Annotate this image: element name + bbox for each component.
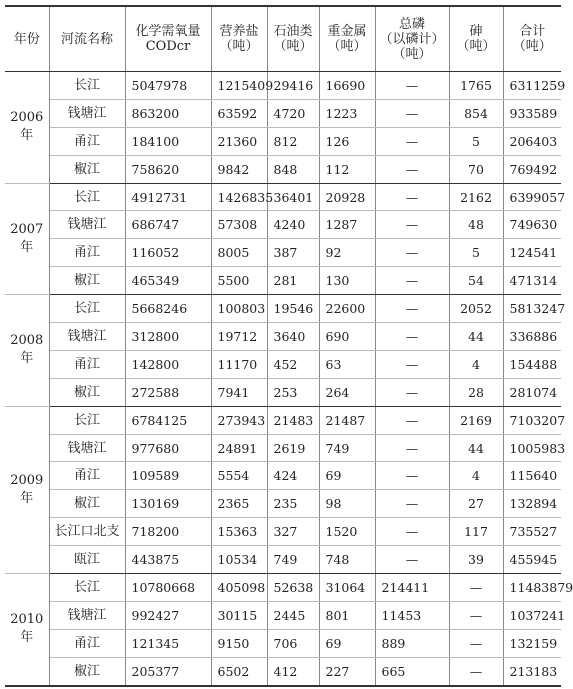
oil-cell: 387: [267, 239, 319, 267]
river-name-cell: 甬江: [49, 239, 125, 267]
year-cell: 2007 年: [5, 183, 49, 295]
phos-cell: —: [375, 462, 449, 490]
nutrient-cell: 19712: [211, 323, 267, 351]
table-row: [5, 601, 561, 629]
oil-cell: 706: [267, 629, 319, 657]
nutrient-cell: 63592: [211, 99, 267, 127]
river-name-cell: 椒江: [49, 267, 125, 295]
total-cell: 336886: [503, 323, 561, 351]
nutrient-cell: 15363: [211, 518, 267, 546]
total-cell: 769492: [503, 155, 561, 183]
oil-cell: 21483: [267, 406, 319, 434]
total-cell: 281074: [503, 378, 561, 406]
table-row: [5, 434, 561, 462]
cod-cell: 10780668: [125, 574, 211, 602]
metal-cell: 21487: [319, 406, 375, 434]
total-cell: 154488: [503, 350, 561, 378]
year-cell: 2010 年: [5, 574, 49, 686]
cod-cell: 116052: [125, 239, 211, 267]
arsenic-cell: 4: [449, 462, 503, 490]
arsenic-cell: 48: [449, 211, 503, 239]
nutrient-cell: 273943: [211, 406, 267, 434]
year-cell: 2008 年: [5, 295, 49, 407]
nutrient-cell: 405098: [211, 574, 267, 602]
nutrient-cell: 57308: [211, 211, 267, 239]
nutrient-cell: 6502: [211, 657, 267, 685]
phos-cell: —: [375, 267, 449, 295]
nutrient-cell: 2365: [211, 490, 267, 518]
total-cell: 124541: [503, 239, 561, 267]
nutrient-cell: 1215409: [211, 72, 267, 100]
arsenic-cell: 2162: [449, 183, 503, 211]
cod-cell: 5047978: [125, 72, 211, 100]
nutrient-cell: 5500: [211, 267, 267, 295]
nutrient-cell: 10534: [211, 546, 267, 574]
table-row: [5, 350, 561, 378]
metal-cell: 801: [319, 601, 375, 629]
pollutant-discharge-table: [5, 5, 573, 687]
river-name-cell: 钱塘江: [49, 434, 125, 462]
phos-cell: —: [375, 434, 449, 462]
river-name-cell: 甬江: [49, 462, 125, 490]
metal-cell: 22600: [319, 295, 375, 323]
cod-cell: 686747: [125, 211, 211, 239]
arsenic-cell: —: [449, 657, 503, 685]
phos-cell: —: [375, 295, 449, 323]
oil-cell: 281: [267, 267, 319, 295]
table-row: [5, 267, 561, 295]
cod-cell: 5668246: [125, 295, 211, 323]
phos-cell: —: [375, 72, 449, 100]
cod-cell: 4912731: [125, 183, 211, 211]
river-name-cell: 钱塘江: [49, 601, 125, 629]
nutrient-cell: 30115: [211, 601, 267, 629]
cod-cell: 109589: [125, 462, 211, 490]
metal-cell: 264: [319, 378, 375, 406]
phos-cell: —: [375, 99, 449, 127]
phos-cell: 665: [375, 657, 449, 685]
metal-cell: 20928: [319, 183, 375, 211]
oil-cell: 4240: [267, 211, 319, 239]
river-name-cell: 长江: [49, 406, 125, 434]
nutrient-cell: 24891: [211, 434, 267, 462]
river-name-cell: 椒江: [49, 490, 125, 518]
oil-cell: 19546: [267, 295, 319, 323]
nutrient-cell: 8005: [211, 239, 267, 267]
metal-cell: 31064: [319, 574, 375, 602]
table-row: [5, 574, 561, 602]
phos-cell: 11453: [375, 601, 449, 629]
year-cell: 2009 年: [5, 406, 49, 573]
header-metal: 重金属 （吨）: [319, 6, 375, 72]
cod-cell: 272588: [125, 378, 211, 406]
cod-cell: 184100: [125, 127, 211, 155]
metal-cell: 1287: [319, 211, 375, 239]
header-arsenic: 砷 （吨）: [449, 6, 503, 72]
total-cell: 206403: [503, 127, 561, 155]
phos-cell: —: [375, 239, 449, 267]
table-row: [5, 155, 561, 183]
oil-cell: 452: [267, 350, 319, 378]
cod-cell: 121345: [125, 629, 211, 657]
arsenic-cell: 44: [449, 434, 503, 462]
arsenic-cell: 54: [449, 267, 503, 295]
river-name-cell: 椒江: [49, 155, 125, 183]
phos-cell: —: [375, 546, 449, 574]
metal-cell: 112: [319, 155, 375, 183]
arsenic-cell: 5: [449, 127, 503, 155]
header-cod: 化学需氧量 CODcr: [125, 6, 211, 72]
cod-cell: 130169: [125, 490, 211, 518]
table-row: [5, 546, 561, 574]
nutrient-cell: 11170: [211, 350, 267, 378]
phos-cell: —: [375, 127, 449, 155]
river-name-cell: 钱塘江: [49, 323, 125, 351]
arsenic-cell: 117: [449, 518, 503, 546]
table-row: [5, 518, 561, 546]
phos-cell: 214411: [375, 574, 449, 602]
metal-cell: 227: [319, 657, 375, 685]
nutrient-cell: 9150: [211, 629, 267, 657]
table-row: [5, 657, 561, 685]
table-row: [5, 490, 561, 518]
total-cell: 455945: [503, 546, 561, 574]
header-row: [5, 6, 561, 72]
table-row: [5, 99, 561, 127]
oil-cell: 3640: [267, 323, 319, 351]
arsenic-cell: 2052: [449, 295, 503, 323]
arsenic-cell: 70: [449, 155, 503, 183]
arsenic-cell: 44: [449, 323, 503, 351]
nutrient-cell: 1426835: [211, 183, 267, 211]
total-cell: 5813247: [503, 295, 561, 323]
table-row: [5, 72, 561, 100]
oil-cell: 36401: [267, 183, 319, 211]
total-cell: 11483879: [503, 574, 561, 602]
arsenic-cell: 854: [449, 99, 503, 127]
cod-cell: 465349: [125, 267, 211, 295]
phos-cell: —: [375, 183, 449, 211]
cod-cell: 863200: [125, 99, 211, 127]
river-name-cell: 长江: [49, 183, 125, 211]
nutrient-cell: 21360: [211, 127, 267, 155]
cod-cell: 718200: [125, 518, 211, 546]
oil-cell: 2445: [267, 601, 319, 629]
total-cell: 749630: [503, 211, 561, 239]
table-row: [5, 462, 561, 490]
metal-cell: 92: [319, 239, 375, 267]
nutrient-cell: 100803: [211, 295, 267, 323]
river-name-cell: 椒江: [49, 657, 125, 685]
header-nutrient: 营养盐 （吨）: [211, 6, 267, 72]
oil-cell: 2619: [267, 434, 319, 462]
total-cell: 471314: [503, 267, 561, 295]
total-cell: 132894: [503, 490, 561, 518]
oil-cell: 812: [267, 127, 319, 155]
arsenic-cell: —: [449, 574, 503, 602]
metal-cell: 69: [319, 629, 375, 657]
arsenic-cell: 1765: [449, 72, 503, 100]
oil-cell: 4720: [267, 99, 319, 127]
metal-cell: 749: [319, 434, 375, 462]
table-row: [5, 239, 561, 267]
phos-cell: —: [375, 350, 449, 378]
arsenic-cell: 2169: [449, 406, 503, 434]
river-name-cell: 椒江: [49, 378, 125, 406]
river-name-cell: 钱塘江: [49, 99, 125, 127]
metal-cell: 16690: [319, 72, 375, 100]
river-name-cell: 甬江: [49, 127, 125, 155]
oil-cell: 412: [267, 657, 319, 685]
phos-cell: —: [375, 378, 449, 406]
phos-cell: 889: [375, 629, 449, 657]
metal-cell: 63: [319, 350, 375, 378]
river-name-cell: 长江: [49, 574, 125, 602]
total-cell: 735527: [503, 518, 561, 546]
nutrient-cell: 5554: [211, 462, 267, 490]
metal-cell: 69: [319, 462, 375, 490]
header-phosphorus: 总磷 （以磷计） （吨）: [375, 6, 449, 72]
oil-cell: 848: [267, 155, 319, 183]
arsenic-cell: 28: [449, 378, 503, 406]
river-name-cell: 钱塘江: [49, 211, 125, 239]
arsenic-cell: 5: [449, 239, 503, 267]
nutrient-cell: 9842: [211, 155, 267, 183]
phos-cell: —: [375, 211, 449, 239]
table-row: [5, 295, 561, 323]
river-name-cell: 瓯江: [49, 546, 125, 574]
arsenic-cell: —: [449, 629, 503, 657]
river-name-cell: 甬江: [49, 350, 125, 378]
oil-cell: 327: [267, 518, 319, 546]
metal-cell: 126: [319, 127, 375, 155]
phos-cell: —: [375, 490, 449, 518]
phos-cell: —: [375, 406, 449, 434]
table-row: [5, 378, 561, 406]
cod-cell: 977680: [125, 434, 211, 462]
arsenic-cell: 39: [449, 546, 503, 574]
river-name-cell: 长江: [49, 72, 125, 100]
total-cell: 6311259: [503, 72, 561, 100]
header-total: 合计 （吨）: [503, 6, 561, 72]
metal-cell: 690: [319, 323, 375, 351]
arsenic-cell: 4: [449, 350, 503, 378]
phos-cell: —: [375, 518, 449, 546]
header-oil: 石油类 （吨）: [267, 6, 319, 72]
river-name-cell: 长江: [49, 295, 125, 323]
oil-cell: 749: [267, 546, 319, 574]
oil-cell: 424: [267, 462, 319, 490]
oil-cell: 235: [267, 490, 319, 518]
table-row: [5, 211, 561, 239]
header-year: 年份: [5, 6, 49, 72]
phos-cell: —: [375, 155, 449, 183]
metal-cell: 1223: [319, 99, 375, 127]
table-row: [5, 629, 561, 657]
oil-cell: 29416: [267, 72, 319, 100]
cod-cell: 312800: [125, 323, 211, 351]
pollutant-table-container: [5, 5, 573, 687]
cod-cell: 443875: [125, 546, 211, 574]
oil-cell: 253: [267, 378, 319, 406]
arsenic-cell: 27: [449, 490, 503, 518]
year-cell: 2006 年: [5, 72, 49, 184]
total-cell: 1005983: [503, 434, 561, 462]
total-cell: 115640: [503, 462, 561, 490]
table-row: [5, 406, 561, 434]
metal-cell: 748: [319, 546, 375, 574]
table-body: [5, 72, 573, 686]
table-row: [5, 127, 561, 155]
cod-cell: 142800: [125, 350, 211, 378]
total-cell: 6399057: [503, 183, 561, 211]
metal-cell: 130: [319, 267, 375, 295]
metal-cell: 1520: [319, 518, 375, 546]
header-river: 河流名称: [49, 6, 125, 72]
cod-cell: 758620: [125, 155, 211, 183]
river-name-cell: 长江口北支: [49, 518, 125, 546]
total-cell: 1037241: [503, 601, 561, 629]
oil-cell: 52638: [267, 574, 319, 602]
table-row: [5, 183, 561, 211]
total-cell: 933589: [503, 99, 561, 127]
cod-cell: 6784125: [125, 406, 211, 434]
total-cell: 7103207: [503, 406, 561, 434]
river-name-cell: 甬江: [49, 629, 125, 657]
cod-cell: 992427: [125, 601, 211, 629]
total-cell: 213183: [509, 663, 558, 679]
table-row: [5, 323, 561, 351]
arsenic-cell: —: [449, 601, 503, 629]
phos-cell: —: [375, 323, 449, 351]
metal-cell: 98: [319, 490, 375, 518]
total-cell: 132159: [503, 629, 561, 657]
nutrient-cell: 7941: [211, 378, 267, 406]
cod-cell: 205377: [125, 657, 211, 685]
